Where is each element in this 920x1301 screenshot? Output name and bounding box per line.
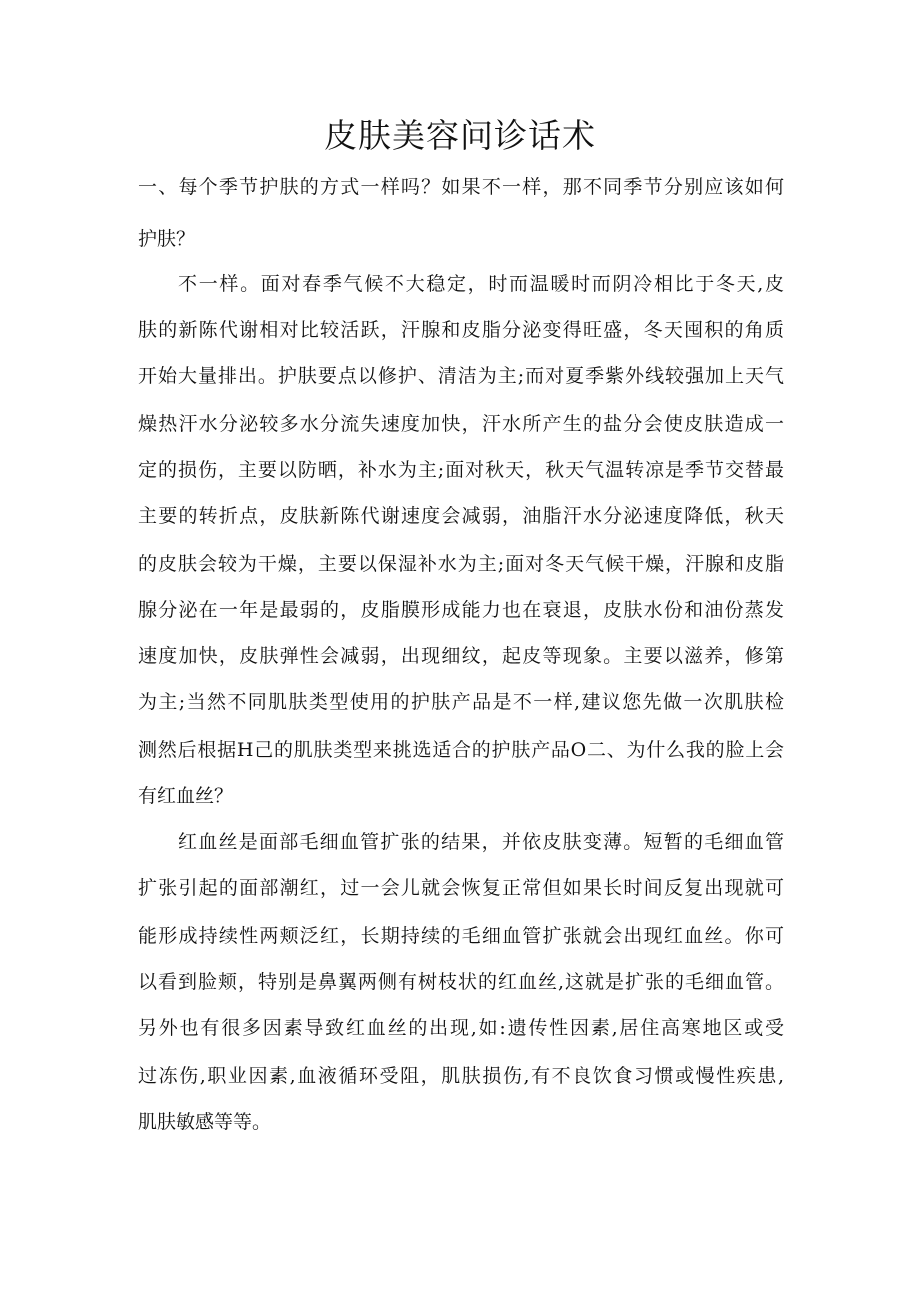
text-line: 定的损伤，主要以防晒，补水为主;面对秋天，秋天气温转凉是季节交替最 <box>138 459 784 481</box>
text-line: 燥热汗水分泌较多水分流失速度加快，汗水所产生的盐分会使皮肤造成一 <box>138 413 784 435</box>
text-line: 为主;当然不同肌肤类型使用的护肤产品是不一样,建议您先做一次肌肤检 <box>138 691 784 713</box>
text-line: 能形成持续性两颊泛红，长期持续的毛细血管扩张就会出现红血丝。你可 <box>138 925 784 947</box>
text-line: 的皮肤会较为干燥，主要以保湿补水为主;面对冬天气候干燥，汗腺和皮脂 <box>138 553 784 575</box>
text-line: 开始大量排出。护肤要点以修护、清洁为主;而对夏季紫外线较强加上天气 <box>138 365 784 387</box>
text-line: 一、每个季节护肤的方式一样吗？如果不一样，那不同季节分别应该如何 <box>138 176 784 198</box>
text-line: 过冻伤,职业因素,血液循环受阻，肌肤损伤,有不良饮食习惯或慢性疾患, <box>138 1065 784 1087</box>
text-line: 腺分泌在一年是最弱的，皮脂膜形成能力也在衰退，皮肤水份和油份蒸发 <box>138 599 784 621</box>
text-line: 红血丝是面部毛细血管扩张的结果，并依皮肤变薄。短暂的毛细血管 <box>178 831 784 853</box>
text-line: 主要的转折点，皮肤新陈代谢速度会减弱，油脂汗水分泌速度降低，秋天 <box>138 505 784 527</box>
text-line: 有红血丝？ <box>138 785 234 807</box>
text-line: 扩张引起的面部潮红，过一会儿就会恢复正常但如果长时间反复出现就可 <box>138 877 784 899</box>
text-line: 肤的新陈代谢相对比较活跃，汗腺和皮脂分泌变得旺盛，冬天囤积的角质 <box>138 319 784 341</box>
text-line: 不一样。面对春季气候不大稳定，时而温暖时而阴冷相比于冬天,皮 <box>178 273 784 295</box>
text-line: 护肤？ <box>138 228 196 250</box>
text-line: 以看到脸颊，特别是鼻翼两侧有树枝状的红血丝,这就是扩张的毛细血管。 <box>138 971 784 993</box>
document-title: 皮肤美容问诊话术 <box>324 116 596 155</box>
text-line: 速度加快，皮肤弹性会减弱，出现细纹，起皮等现象。主要以滋养，修第 <box>138 645 784 667</box>
text-line: 肌肤敏感等等。 <box>138 1111 272 1133</box>
text-line: 另外也有很多因素导致红血丝的出现,如:遗传性因素,居住高寒地区或受 <box>138 1017 784 1039</box>
text-line: 测然后根据H己的肌肤类型来挑选适合的护肤产品O二、为什么我的脸上会 <box>138 739 784 761</box>
